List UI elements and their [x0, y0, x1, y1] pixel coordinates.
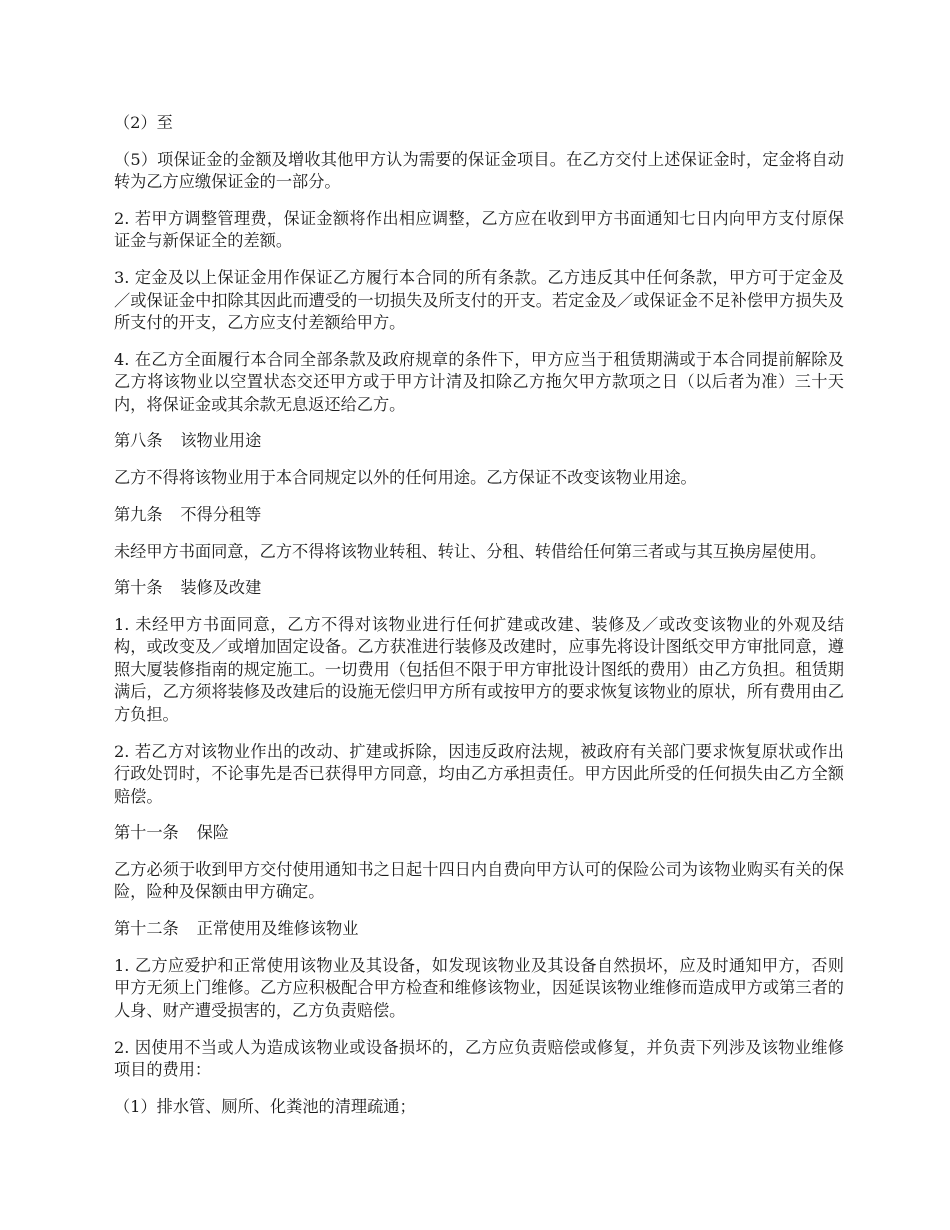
- article-title: 保险: [196, 823, 229, 843]
- paragraph-renovation-2: 2. 若乙方对该物业作出的改动、扩建或拆除，因违反政府法规，被政府有关部门要求恢复原状或作出行政处罚时，不论事先是否已获得甲方同意，均由乙方承担责任。甲方因此所受的任何损失由乙方全额赔偿。: [114, 741, 844, 806]
- article-11-heading: [114, 822, 844, 845]
- article-title: 该物业用途: [180, 431, 262, 451]
- article-number: 第十二条: [114, 919, 179, 939]
- article-number: 第八条: [114, 431, 163, 451]
- paragraph-item2-to: （2）至: [114, 113, 173, 132]
- paragraph-item5-deposit: （5）项保证金的金额及增收其他甲方认为需要的保证金项目。在乙方交付上述保证金时，定金将自动转为乙方应缴保证金的一部分。: [114, 149, 844, 192]
- paragraph-clause-2-adjustment: 2. 若甲方调整管理费，保证金额将作出相应调整，乙方应在收到甲方书面通知七日内向甲方支付原保证金与新保证全的差额。: [114, 208, 844, 251]
- article-12-heading: [114, 918, 844, 941]
- paragraph-maintenance-item-1: （1）排水管、厕所、化粪池的清理疏通；: [114, 1096, 416, 1116]
- article-title: 不得分租等: [180, 504, 262, 524]
- paragraph-no-sublet: 未经甲方书面同意，乙方不得将该物业转租、转让、分租、转借给任何第三者或与其互换房屋使用。: [114, 541, 827, 561]
- paragraph-clause-3-guarantee: 3. 定金及以上保证金用作保证乙方履行本合同的所有条款。乙方违反其中任何条款，甲方可于定金及／或保证金中扣除其因此而遭受的一切损失及所支付的开支。若定金及／或保证金不足补偿甲方损失及所支付的开支，乙方应支付差额给甲方。: [114, 268, 844, 333]
- paragraph-usage: 乙方不得将该物业用于本合同规定以外的任何用途。乙方保证不改变该物业用途。: [114, 468, 697, 488]
- article-9-heading: [114, 504, 844, 527]
- article-10-heading: [114, 577, 844, 600]
- paragraph-maintenance-1: 1. 乙方应爱护和正常使用该物业及其设备，如发现该物业及其设备自然损坏，应及时通知甲方，否则甲方无须上门维修。乙方应积极配合甲方检查和维修该物业，因延误该物业维修而造成甲方或第三者的人身、财产遭受损害的，乙方负责赔偿。: [114, 955, 844, 1020]
- paragraph-insurance: 乙方必须于收到甲方交付使用通知书之日起十四日内自费向甲方认可的保险公司为该物业购买有关的保险，险种及保额由甲方确定。: [114, 859, 844, 902]
- article-8-heading: [114, 430, 844, 453]
- document-page: [114, 112, 844, 1132]
- article-number: 第九条: [114, 504, 163, 524]
- paragraph-maintenance-2: 2. 因使用不当或人为造成该物业或设备损坏的，乙方应负责赔偿或修复，并负责下列涉及该物业维修项目的费用：: [114, 1037, 844, 1079]
- article-title: 装修及改建: [180, 578, 262, 598]
- article-number: 第十条: [114, 578, 163, 598]
- article-title: 正常使用及维修该物业: [196, 919, 359, 939]
- paragraph-renovation-1: 1. 未经甲方书面同意，乙方不得对该物业进行任何扩建或改建、装修及／或改变该物业的外观及结构，或改变及／或增加固定设备。乙方获准进行装修及改建时，应事先将设计图纸交甲方审批同意，遵照大厦装修指南的规定施工。一切费用（包括但不限于甲方审批设计图纸的费用）由乙方负担。租赁期满后，乙方须将装修及改建后的设施无偿归甲方所有或按甲方的要求恢复该物业的原状，所有费用由乙方负担。: [114, 614, 844, 724]
- paragraph-clause-4-refund: 4. 在乙方全面履行本合同全部条款及政府规章的条件下，甲方应当于租赁期满或于本合同提前解除及乙方将该物业以空置状态交还甲方或于甲方计清及扣除乙方拖欠甲方款项之日（以后者为准）三十天内，将保证金或其余款无息返还给乙方。: [114, 349, 844, 414]
- article-number: 第十一条: [114, 823, 179, 843]
